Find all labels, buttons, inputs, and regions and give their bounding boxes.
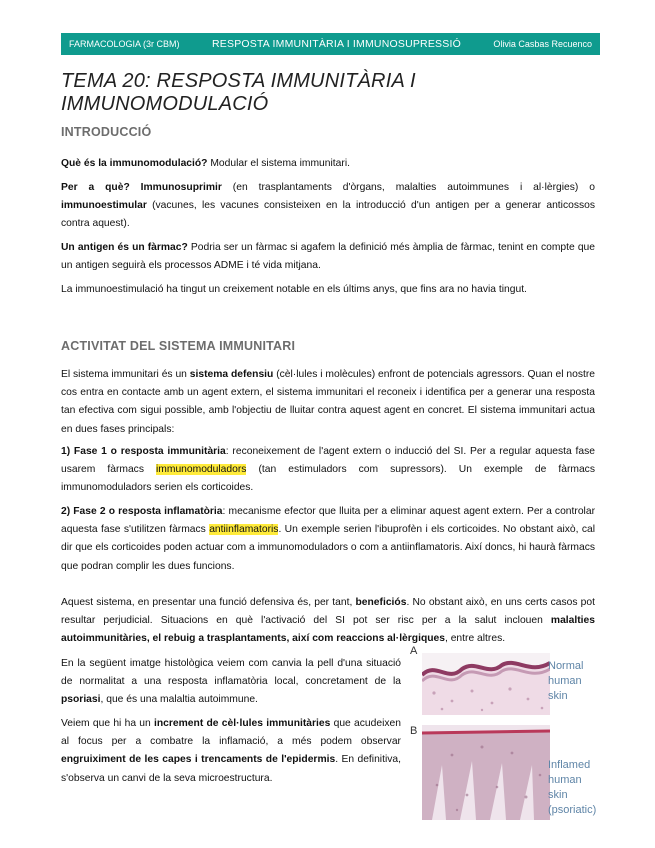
inflamed-skin-image (422, 725, 550, 820)
label-normal-skin (548, 659, 583, 704)
intro-p2-bold2: Immunosuprimir (140, 182, 222, 193)
activity-p6-bold2: engruiximent de les capes i trencaments de l'epidermis (61, 754, 336, 766)
activity-paragraph-6 (61, 715, 401, 788)
intro-paragraph-3 (61, 239, 595, 275)
highlight-antiinflamatoris: antiinflamatoris (209, 524, 279, 536)
phase-1-b: (tan estimuladors com supressors). Un exemple de fàrmacs immunomoduladors serien els corticoides. (61, 464, 595, 494)
header-title: RESPOSTA IMMUNITÀRIA I IMMUNOSUPRESSIÓ (212, 38, 461, 50)
header-author: Olivia Casbas Recuenco (493, 39, 592, 49)
header-course: FARMACOLOGIA (3r CBM) (69, 39, 180, 49)
phase-2-b: . Un exemple serien l'ibuprofèn i els corticoides. No obstant això, cal dir que els corticoides poden actuar com a immunomoduladors o com a antiinflamatoris. Així doncs, hi haurà fàrmacs que podran complir les dues funcions. (61, 524, 595, 572)
document-title: TEMA 20: RESPOSTA IMMUNITÀRIA I IMMUNOMODULACIÓ (61, 70, 416, 115)
activity-p6-a: Veiem que hi ha un (61, 718, 155, 729)
intro-p2-rest: (vacunes, les vacunes consisteixen en la introducció d'un antigen per a generar anticossos contra aquest). (61, 200, 595, 230)
activity-p1-a: El sistema immunitari és un (61, 369, 190, 380)
phase-1-title: 1) Fase 1 o resposta immunitària (61, 446, 226, 457)
intro-p1-bold: Què és la immunomodulació? (61, 158, 208, 169)
figure-letter-a: A (410, 645, 418, 657)
label-b-line-2: human (548, 774, 582, 786)
intro-paragraph-2 (61, 179, 595, 234)
intro-p3-text: Podria ser un fàrmac si agafem la definició més àmplia de fàrmac, tenint en compte que un antigen seguirà els processos ADME i té vida mitjana. (61, 242, 595, 272)
highlight-immunomoduladors: immunomoduladors (156, 464, 247, 476)
intro-p2-bold3: immunoestimular (61, 200, 147, 212)
activity-p6-c: . En definitiva, s'observa un canvi de la seva microestructura. (61, 754, 401, 784)
intro-p1-text: Modular el sistema immunitari. (207, 158, 350, 169)
activity-paragraph-phase-2 (61, 503, 595, 576)
activity-p4-bold2: malalties autoimmunitàries, el rebuig a trasplantaments, així com reaccions al·lèrgiques (61, 615, 595, 645)
activity-p4-c: , entre altres. (444, 633, 506, 645)
intro-paragraph-1 (61, 155, 595, 173)
label-b-line-4: (psoriatic) (548, 804, 597, 816)
activity-p4-bold1: beneficiós (355, 597, 407, 608)
intro-p3-bold: Un antigen és un fàrmac? (61, 242, 188, 253)
section-heading-intro: INTRODUCCIÓ (61, 125, 152, 139)
label-a-line-3: skin (548, 690, 568, 702)
activity-paragraph-1 (61, 366, 595, 439)
activity-paragraph-5 (61, 655, 401, 710)
figure-letter-b: B (410, 725, 418, 737)
histology-figure (408, 645, 603, 820)
activity-p5-a: En la següent imatge histològica veiem com canvia la pell d'una situació de normalitat a una resposta inflamatòria local, concretament de la (61, 658, 401, 688)
activity-p5-bold: psoriasi (61, 694, 101, 706)
activity-p4-b: . No obstant això, en uns certs casos pot resultar perjudicial. Situacions en què l'activació del SI pot ser risc per a la salut inclouen (61, 597, 595, 627)
intro-p2-bold1: Per a què? (61, 182, 130, 193)
label-b-line-1: Inflamed (548, 759, 591, 771)
activity-p6-bold1: increment de cèl·lules immunitàries (154, 718, 331, 729)
page-header (61, 33, 600, 55)
activity-p1-bold: sistema defensiu (189, 369, 274, 380)
activity-paragraph-4 (61, 594, 595, 649)
phase-2-title: 2) Fase 2 o resposta inflamatòria (61, 506, 223, 517)
activity-p5-b: , que és una malaltia autoimmune. (100, 694, 258, 706)
section-heading-activity: ACTIVITAT DEL SISTEMA IMMUNITARI (61, 339, 296, 353)
label-a-line-1: Normal (548, 660, 584, 672)
normal-skin-image (422, 653, 550, 715)
phase-1-a: : reconeixement de l'agent extern o inducció del SI. Per a regular aquesta fase usarem fàrmacs (61, 446, 595, 476)
label-inflamed-skin (548, 758, 596, 818)
activity-paragraph-phase-1 (61, 443, 595, 498)
label-a-line-2: human (548, 675, 582, 687)
phase-2-a: : mecanisme efector que lluita per a eliminar aquest agent extern. Per a controlar aquesta fase s'utilitzen fàrmacs (61, 506, 595, 536)
activity-p4-a: Aquest sistema, en presentar una funció defensiva és, per tant, (61, 597, 356, 608)
intro-p2-mid: (en trasplantaments d'òrgans, malalties autoimmunes i al·lèrgies) o (221, 182, 595, 193)
label-b-line-3: skin (548, 789, 568, 801)
activity-p1-b: (cèl·lules i molècules) enfront de potencials agressors. Quan el nostre cos entra en contacte amb un agent extern, el sistema immunitari el reconeix i identifica per a generar una resposta tan efectiva com sigui possible, amb l'objectiu de lluitar contra aquest agent en concret. El sistema immunitari actua en dues fases principals: (61, 369, 595, 435)
intro-paragraph-4: La immunoestimulació ha tingut un creixement notable en els últims anys, que fins ara no havia tingut. (61, 284, 527, 295)
activity-p6-b: que acudeixen al focus per a combatre la inflamació, a més podem observar (61, 718, 401, 748)
